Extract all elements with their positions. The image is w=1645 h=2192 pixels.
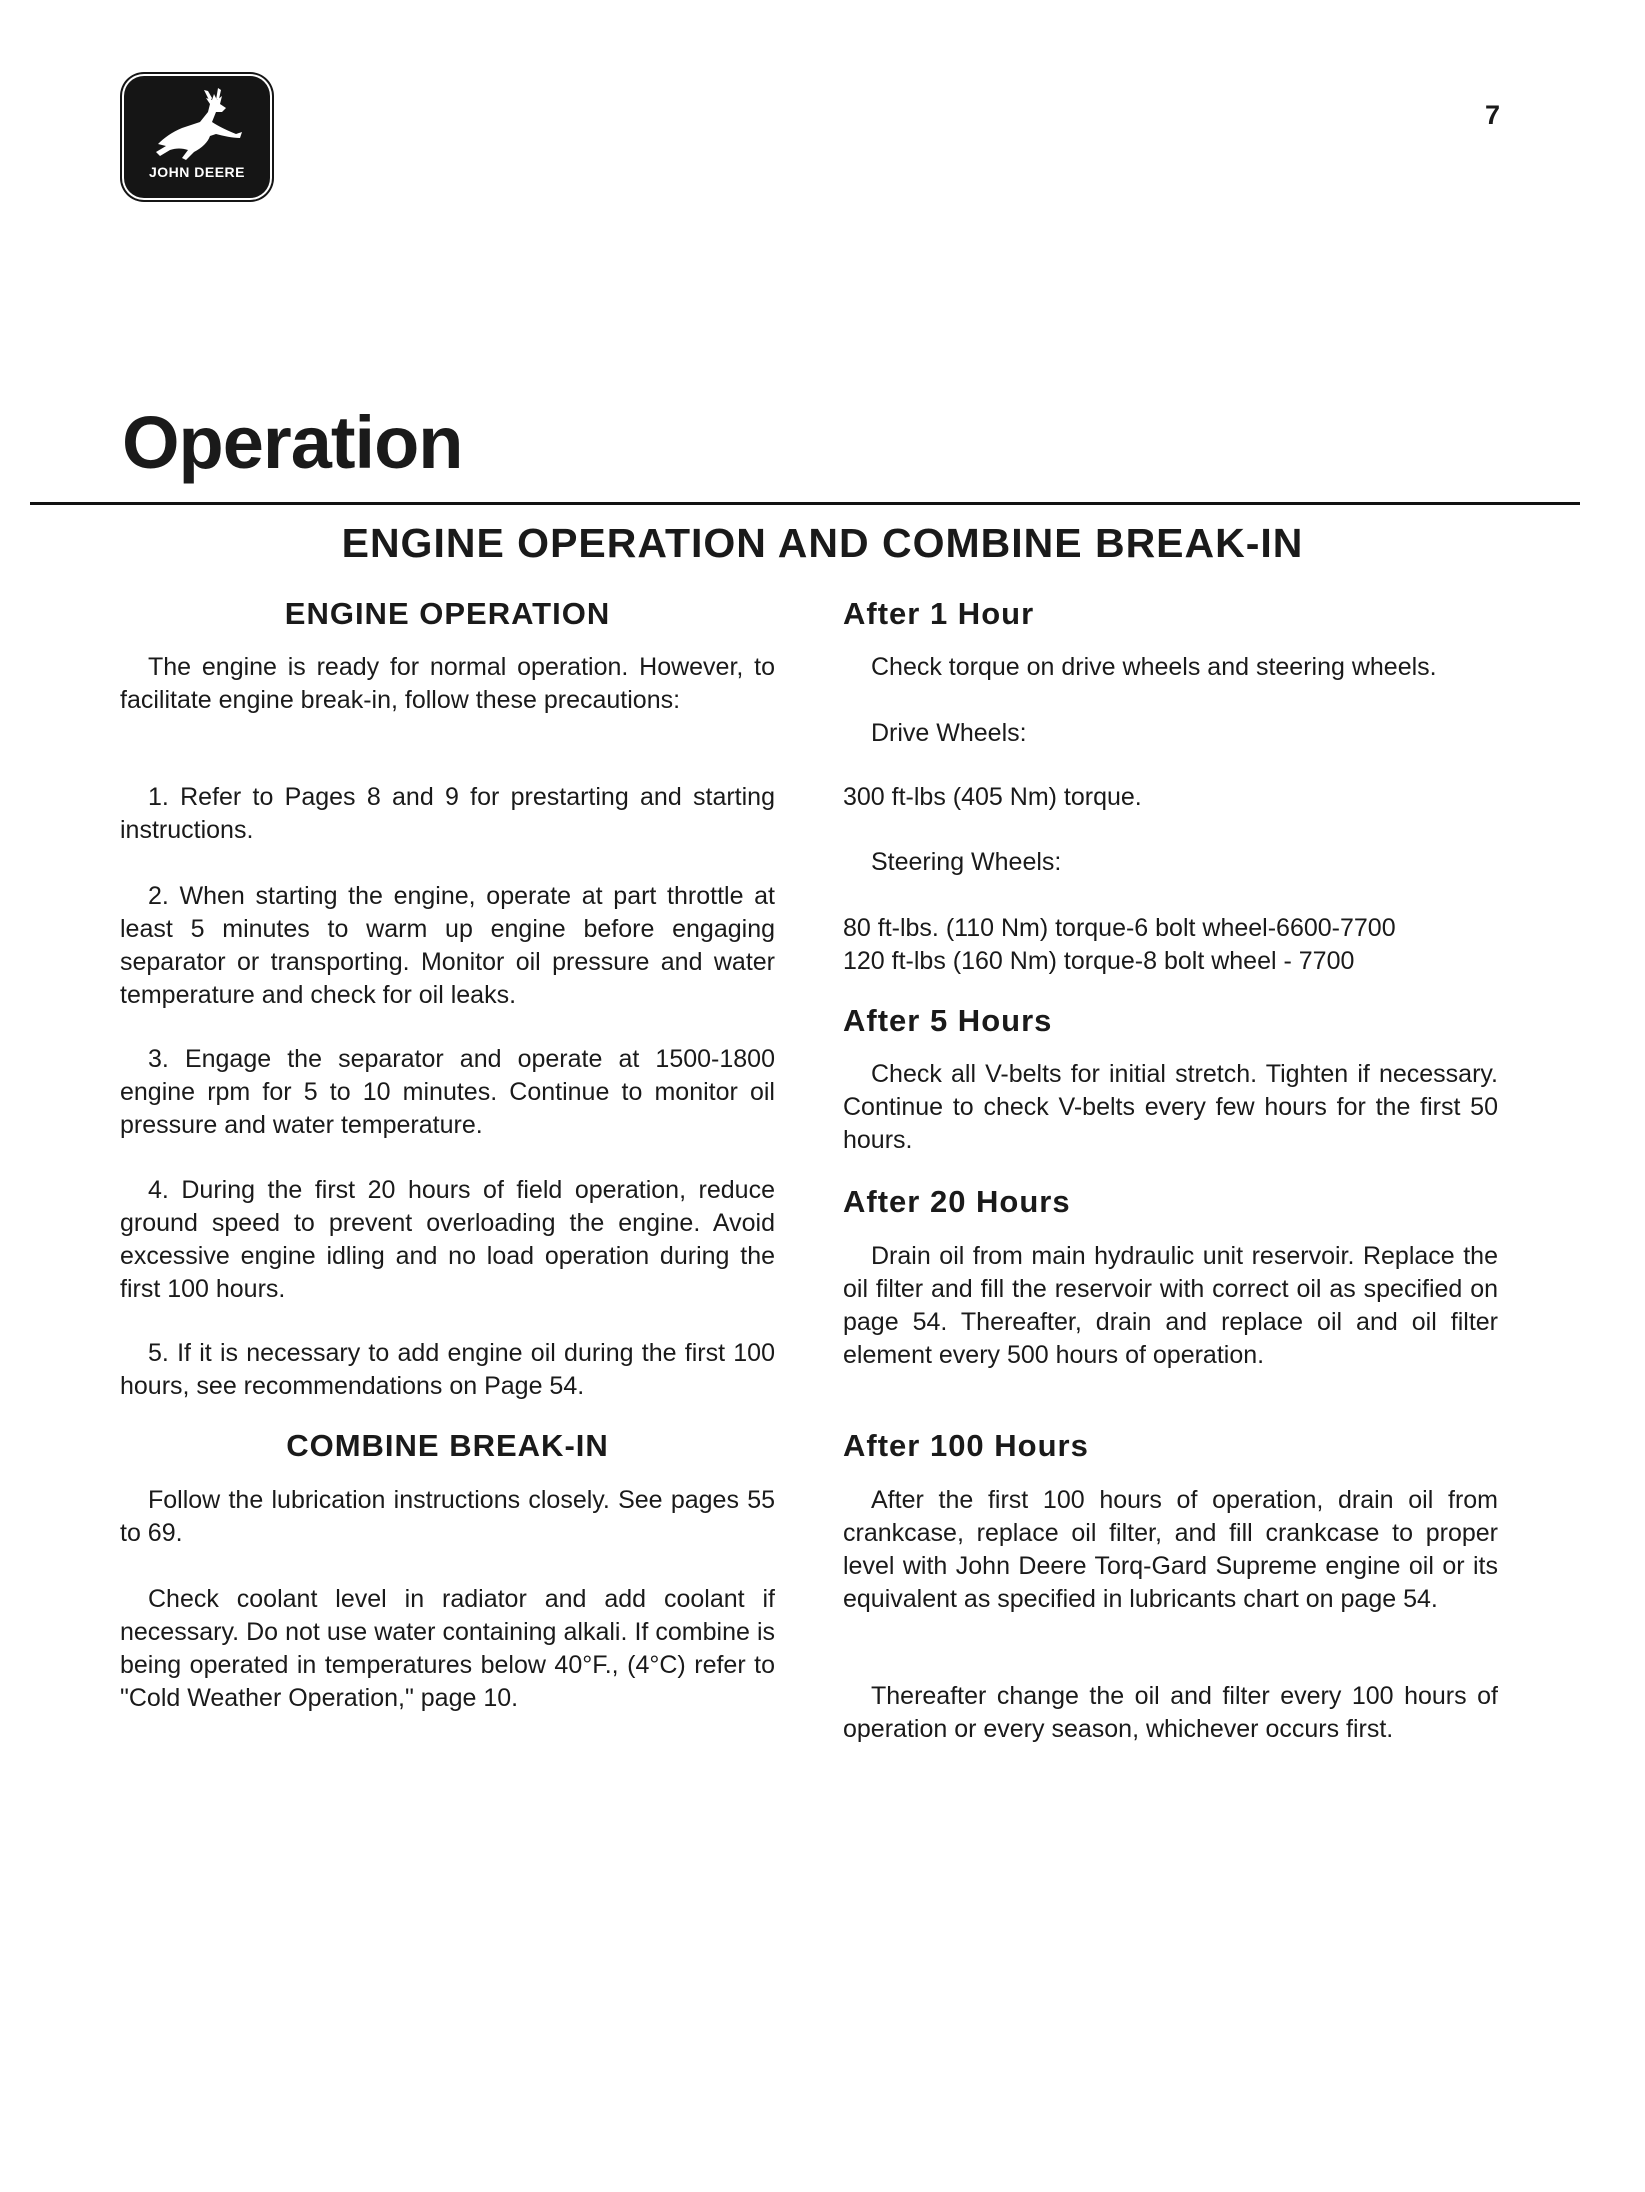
page-number: 7 (1485, 100, 1501, 130)
logo-text: JOHN DEERE (148, 164, 246, 180)
combine-break-in-para-2: Check coolant level in radiator and add coolant if necessary. Do not use water containing alkali. If combine is being operated in temperatures below 40°F., (4°C) refer to "Cold Weather Operation," page 10. (120, 1585, 775, 1712)
after-1-hour-check: Check torque on drive wheels and steering wheels. (871, 653, 1437, 681)
after-20-hours-text: Drain oil from main hydraulic unit reservoir. Replace the oil filter and fill the reservoir with correct oil as specified on page 54. Thereafter, drain and replace oil and oil filter element every 500 hours of operation. (843, 1242, 1498, 1369)
after-1-hour-heading: After 1 Hour (843, 596, 1035, 631)
after-20-hours-heading: After 20 Hours (843, 1184, 1071, 1219)
combine-break-in-heading: COMBINE BREAK-IN (286, 1428, 609, 1463)
engine-operation-heading: ENGINE OPERATION (284, 596, 611, 631)
steering-wheels-value-2: 120 ft-lbs (160 Nm) torque-8 bolt wheel - 7700 (843, 947, 1355, 975)
section-title: Operation (122, 401, 463, 484)
after-5-hours-heading: After 5 Hours (843, 1003, 1053, 1038)
engine-operation-item-5: 5. If it is necessary to add engine oil during the first 100 hours, see recommendations on Page 54. (120, 1339, 775, 1400)
engine-operation-item-1: 1. Refer to Pages 8 and 9 for prestarting and starting instructions. (120, 783, 775, 844)
title-rule (30, 502, 1580, 505)
engine-operation-item-2: 2. When starting the engine, operate at part throttle at least 5 minutes to warm up engine before engaging separator or transporting. Monitor oil pressure and water temperature and check for oil leaks. (120, 882, 775, 1009)
john-deere-logo (124, 76, 270, 198)
after-100-hours-heading: After 100 Hours (843, 1428, 1089, 1463)
combine-break-in-para-1: Follow the lubrication instructions closely. See pages 55 to 69. (120, 1486, 775, 1547)
after-100-hours-para-2: Thereafter change the oil and filter every 100 hours of operation or every season, whichever occurs first. (843, 1682, 1498, 1743)
steering-wheels-value-1: 80 ft-lbs. (110 Nm) torque-6 bolt wheel-6600-7700 (843, 914, 1396, 942)
main-heading: ENGINE OPERATION AND COMBINE BREAK-IN (341, 520, 1304, 566)
engine-operation-item-4: 4. During the first 20 hours of field operation, reduce ground speed to prevent overloading the engine. Avoid excessive engine idling and no load operation during the first 100 hours. (120, 1176, 775, 1303)
drive-wheels-label: Drive Wheels: (871, 719, 1027, 747)
after-5-hours-text: Check all V-belts for initial stretch. Tighten if necessary. Continue to check V-belts every few hours for the first 50 hours. (843, 1060, 1498, 1154)
engine-operation-intro: The engine is ready for normal operation. However, to facilitate engine break-in, follow these precautions: (120, 653, 775, 714)
leaping-deer-icon (138, 82, 256, 168)
after-100-hours-para-1: After the first 100 hours of operation, drain oil from crankcase, replace oil filter, and fill crankcase to proper level with John Deere Torq-Gard Supreme engine oil or its equivalent as specified in lubricants chart on page 54. (843, 1486, 1498, 1613)
drive-wheels-value: 300 ft-lbs (405 Nm) torque. (843, 783, 1142, 811)
engine-operation-item-3: 3. Engage the separator and operate at 1500-1800 engine rpm for 5 to 10 minutes. Continue to monitor oil pressure and water temperature. (120, 1045, 775, 1139)
steering-wheels-label: Steering Wheels: (871, 848, 1062, 876)
